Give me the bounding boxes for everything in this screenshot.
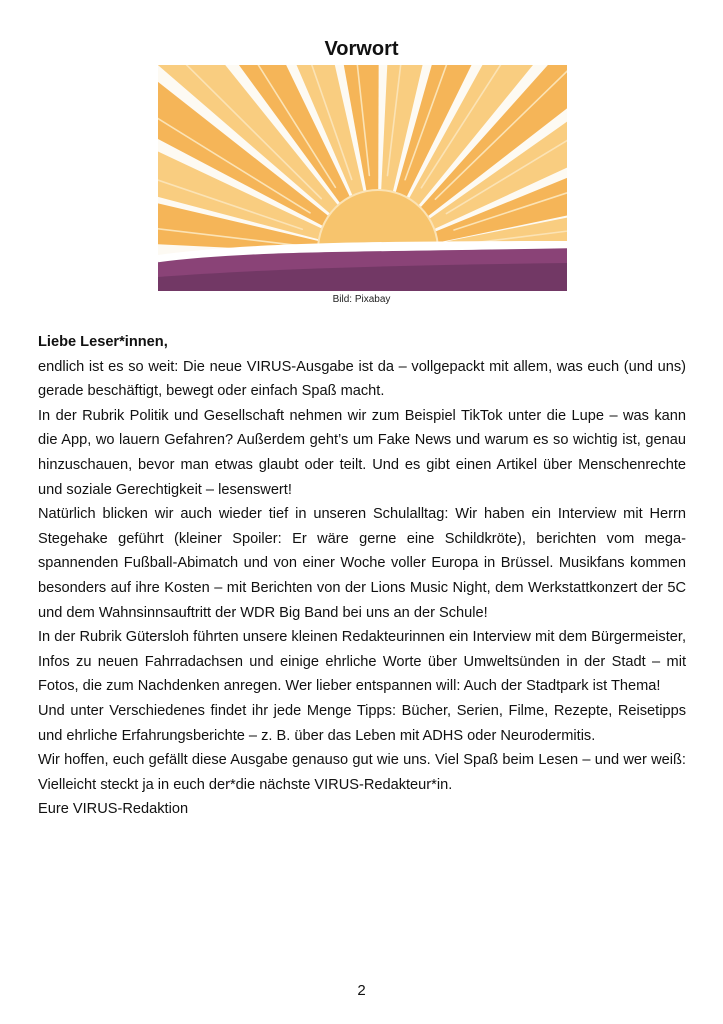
- paragraph: In der Rubrik Politik und Gesellschaft nehmen wir zum Beispiel TikTok unter die Lupe – was kann die App, wo lauern Gefahren? Außerdem geht’s um Fake News und warum es so wichtig ist, genau hinzuschauen, bevor man etwas glaubt oder teilt. Und es gibt einen Artikel über Menschenrechte und soziale Gerechtigkeit – lesenswert!: [38, 407, 686, 498]
- paragraph: Wir hoffen, euch gefällt diese Ausgabe genauso gut wie uns. Viel Spaß beim Lesen – und wer weiß: Vielleicht steckt ja in euch der*die nächste VIRUS-Redakteur*in.: [38, 752, 686, 793]
- paragraph: endlich ist es so weit: Die neue VIRUS-Ausgabe ist da – vollgepackt mit allem, was euch (und uns) gerade beschäftigt, bewegt oder einfach Spaß macht.: [38, 358, 686, 400]
- page-title: Vorwort: [324, 38, 399, 60]
- foreword-text: [38, 330, 686, 822]
- signature: Eure VIRUS-Redaktion: [38, 801, 189, 818]
- paragraph: In der Rubrik Gütersloh führten unsere kleinen Redakteurinnen ein Interview mit dem Bürgermeister, Infos zu neuen Fahrradachsen und einige ehrliche Worte über Umweltsünden in der Stadt – mit Fotos, die zum Nachdenken anregen. Wer lieber entspannen will: Auch der Stadtpark ist Thema!: [38, 629, 686, 695]
- paragraph: Natürlich blicken wir auch wieder tief in unseren Schulalltag: Wir haben ein Interview mit Herrn Stegehake geführt (kleiner Spoiler: Er wäre gerne eine Schildkröte), berichten vom mega-spannenden Fußball-Abimatch und von einer Woche voller Europa in Brüssel. Musikfans kommen besonders auf ihre Kosten – mit Berichten von der Lions Music Night, dem Werkstattkonzert der 5C und dem Wahnsinnsauftritt der WDR Big Band bei uns an der Schule!: [38, 506, 686, 621]
- page-number: 2: [357, 982, 366, 999]
- image-caption: Bild: Pixabay: [332, 294, 391, 305]
- paragraph: Und unter Verschiedenes findet ihr jede Menge Tipps: Bücher, Serien, Filme, Rezepte, Reisetipps und ehrliche Erfahrungsberichte – z. B. über das Leben mit ADHS oder Neurodermitis.: [38, 702, 686, 744]
- sunrise-illustration: [158, 65, 567, 291]
- greeting: Liebe Leser*innen,: [38, 334, 168, 350]
